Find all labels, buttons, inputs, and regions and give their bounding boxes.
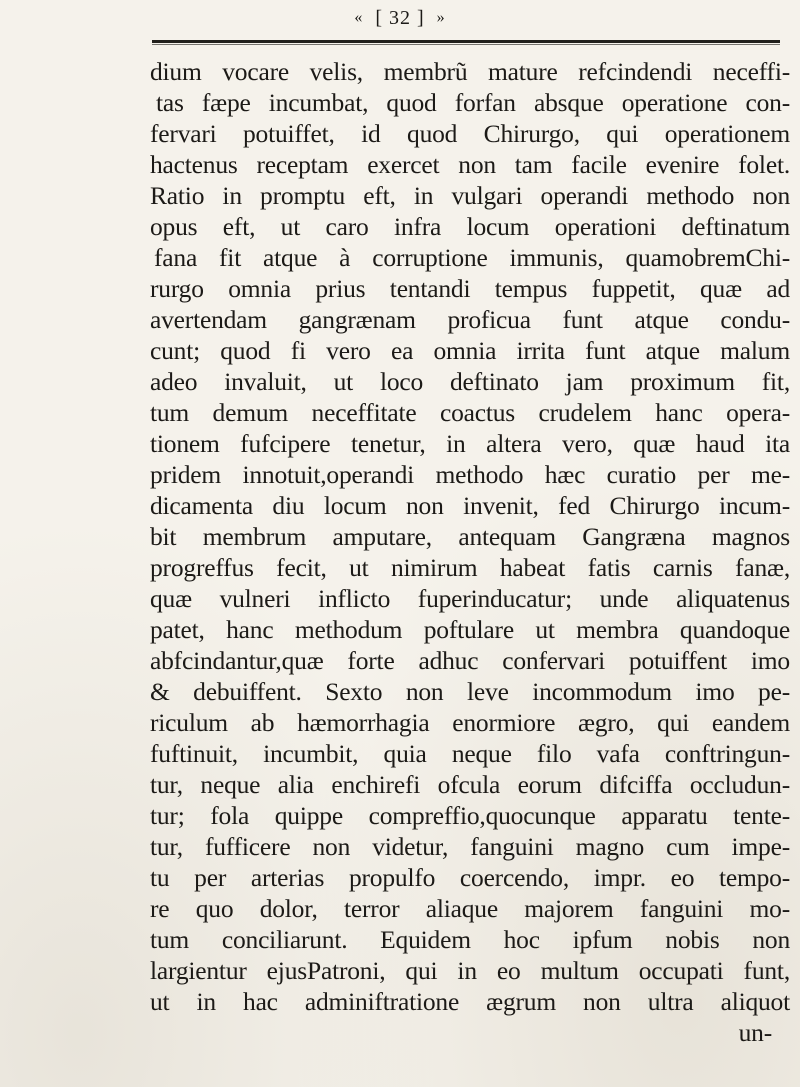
text-line: tionem fufcipere tenetur, in altera vero, quæ haud ita xyxy=(150,429,790,458)
text-line: tur, neque alia enchirefi ofcula eorum difciffa occludun- xyxy=(150,770,790,799)
text-line: tur, fufficere non videtur, fanguini magno cum impe- xyxy=(150,832,790,861)
text-line: tum demum neceffitate coactus crudelem hanc opera- xyxy=(150,398,790,427)
right-ornament: » xyxy=(436,9,446,27)
page-number: [ 32 ] xyxy=(375,6,425,29)
text-line: progreffus fecit, ut nimirum habeat fatis carnis fanæ, xyxy=(150,553,790,582)
left-ornament: « xyxy=(354,9,364,27)
text-line: Ratio in promptu eft, in vulgari operandi methodo non xyxy=(150,181,790,210)
text-line: fervari potuiffet, id quod Chirurgo, qui operationem xyxy=(150,119,790,148)
text-line: rurgo omnia prius tentandi tempus fuppetit, quæ ad xyxy=(150,274,790,303)
text-line: tu per arterias propulfo coercendo, impr. eo tempo- xyxy=(150,863,790,892)
body-text xyxy=(150,56,790,1048)
text-line: riculum ab hæmorrhagia enormiore ægro, qui eandem xyxy=(150,708,790,737)
text-line: avertendam gangrænam proficua funt atque condu- xyxy=(150,305,790,334)
text-line: largientur ejusPatroni, qui in eo multum occupati funt, xyxy=(150,956,790,985)
text-line: tur; fola quippe compreffio,quocunque apparatu tente- xyxy=(150,801,790,830)
text-line: & debuiffent. Sexto non leve incommodum imo pe- xyxy=(150,677,790,706)
text-line: ut in hac adminiftratione ægrum non ultra aliquot xyxy=(150,987,790,1016)
text-line: opus eft, ut caro infra locum operationi deftinatum xyxy=(150,212,790,241)
text-line: tas fæpe incumbat, quod forfan absque operatione con- xyxy=(156,88,790,117)
text-line: fana fit atque à corruptione immunis, quamobremChi- xyxy=(154,243,790,272)
text-line: tum conciliarunt. Equidem hoc ipfum nobis non xyxy=(150,925,790,954)
text-line: re quo dolor, terror aliaque majorem fanguini mo- xyxy=(150,894,790,923)
text-line: abfcindantur,quæ forte adhuc confervari potuiffent imo xyxy=(150,646,790,675)
text-line: cunt; quod fi vero ea omnia irrita funt atque malum xyxy=(150,336,790,365)
text-line: adeo invaluit, ut loco deftinato jam proximum fit, xyxy=(150,367,790,396)
page-header xyxy=(0,6,800,30)
text-line: patet, hanc methodum poftulare ut membra quandoque xyxy=(150,615,790,644)
text-line: dicamenta diu locum non invenit, fed Chirurgo incum- xyxy=(150,491,790,520)
catchword: un- xyxy=(738,1018,772,1047)
text-line: hactenus receptam exercet non tam facile evenire folet. xyxy=(150,150,790,179)
header-rule xyxy=(152,40,780,43)
text-line: dium vocare velis, membrũ mature refcindendi neceffi- xyxy=(150,57,790,86)
text-line: bit membrum amputare, antequam Gangræna magnos xyxy=(150,522,790,551)
text-line: fuftinuit, incumbit, quia neque filo vafa conftringun- xyxy=(150,739,790,768)
text-line: pridem innotuit,operandi methodo hæc curatio per me- xyxy=(150,460,790,489)
header-rule-thin xyxy=(152,44,780,45)
text-line: quæ vulneri inflicto fuperinducatur; unde aliquatenus xyxy=(150,584,790,613)
